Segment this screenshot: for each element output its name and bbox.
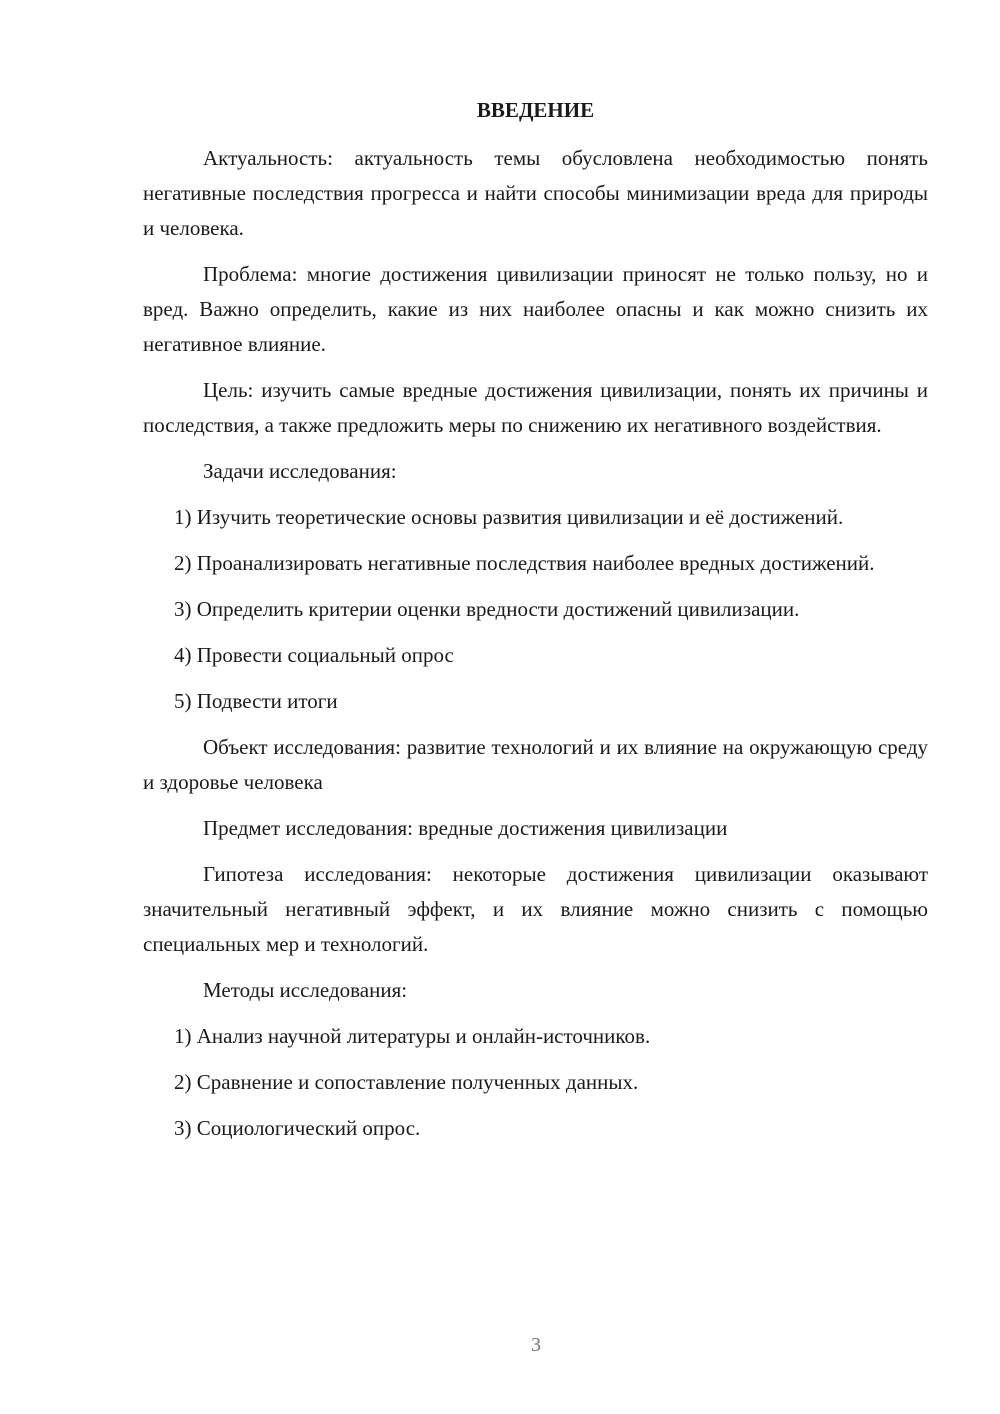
page-number: 3 [531,1334,541,1356]
methods-heading: Методы исследования: [203,978,408,1002]
paragraph-hypothesis: Гипотеза исследования: некоторые достижения цивилизации оказывают значительный негативный эффект, и их влияние можно снизить с помощью специальных мер и технологий. [143,862,928,956]
tasks-heading: Задачи исследования: [203,459,397,483]
document-page [143,95,928,1157]
list-item-task-3: 3) Определить критерии оценки вредности достижений цивилизации. [174,597,800,621]
list-item-task-1: 1) Изучить теоретические основы развития цивилизации и её достижений. [174,505,844,529]
paragraph-problem: Проблема: многие достижения цивилизации приносят не только пользу, но и вред. Важно определить, какие из них наиболее опасны и как можно снизить их негативное влияние. [143,262,928,356]
list-item-task-4: 4) Провести социальный опрос [174,643,454,667]
list-item-task-2: 2) Проанализировать негативные последствия наиболее вредных достижений. [174,551,875,575]
list-item-method-3: 3) Социологический опрос. [174,1116,421,1140]
paragraph-relevance: Актуальность: актуальность темы обусловлена необходимостью понять негативные последствия прогресса и найти способы минимизации вреда для природы и человека. [143,146,928,240]
paragraph-subject: Предмет исследования: вредные достижения цивилизации [203,816,728,840]
page-title: ВВЕДЕНИЕ [476,98,595,122]
list-item-method-2: 2) Сравнение и сопоставление полученных данных. [174,1070,639,1094]
list-item-task-5: 5) Подвести итоги [174,689,338,713]
paragraph-object: Объект исследования: развитие технологий и их влияние на окружающую среду и здоровье человека [143,735,928,794]
list-item-method-1: 1) Анализ научной литературы и онлайн-источников. [174,1024,651,1048]
paragraph-goal: Цель: изучить самые вредные достижения цивилизации, понять их причины и последствия, а также предложить меры по снижению их негативного воздействия. [143,378,928,437]
